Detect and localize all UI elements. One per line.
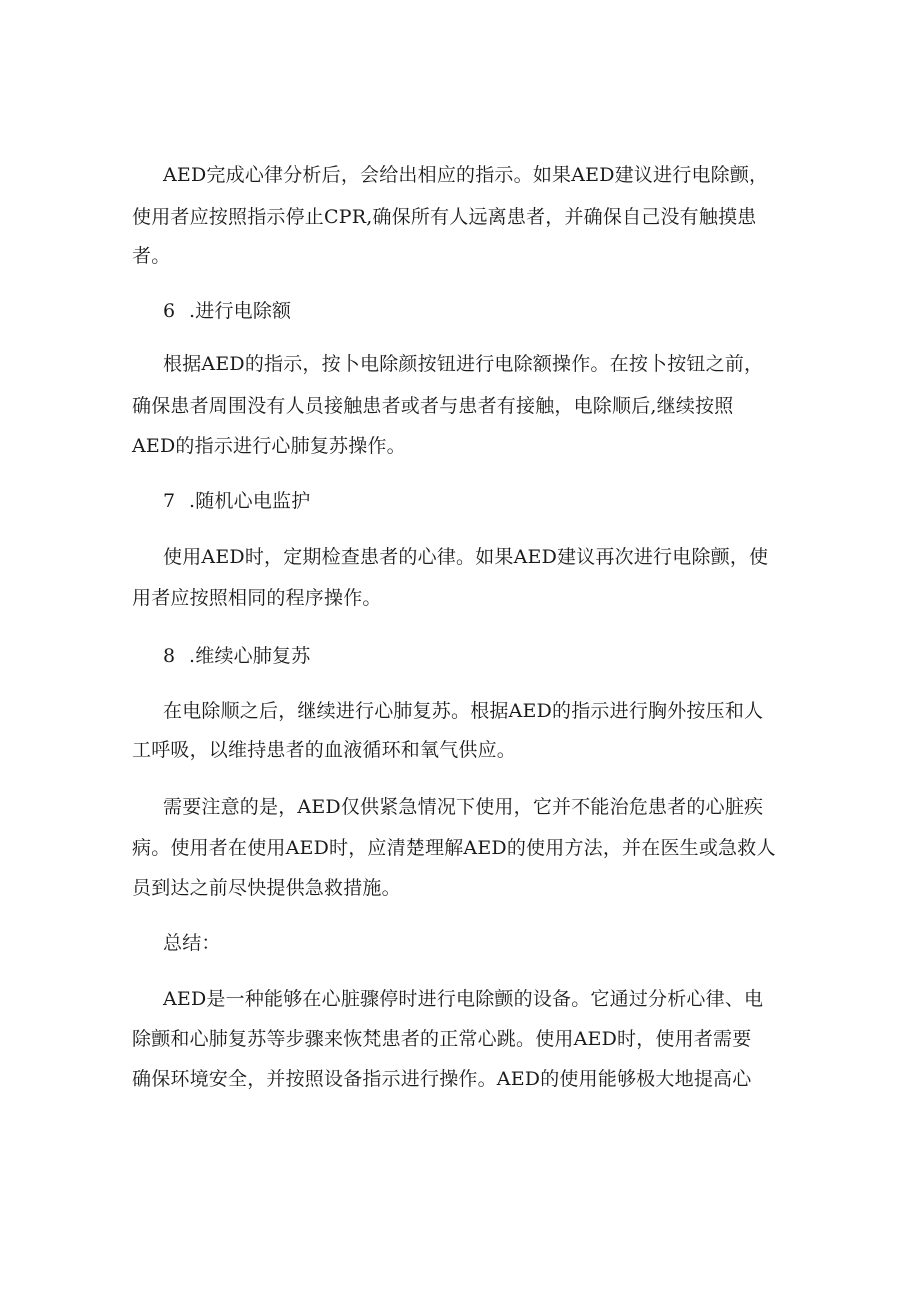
paragraph-line: 工呼吸，以维持患者的血液循环和氧气供应。 [132,739,517,761]
paragraph-line: AED完成心律分析后，会给出相应的指示。如果AED建议进行电除颤， [163,164,769,186]
paragraph-line: 在电除顺之后，继续进行心肺复苏。根据AED的指示进行胸外按压和人 [163,700,764,722]
section-title: .进行电除额 [189,300,292,322]
section-number: 8 [163,645,176,667]
paragraph-line: 需要注意的是，AED仅供紧急情况下使用，它并不能治危患者的心脏疾 [163,796,764,818]
section-heading [163,489,310,513]
section-number: 7 [163,490,176,512]
section-heading [163,644,310,668]
paragraph-line: 病。使用者在使用AED时，应清楚理解AED的使用方法，并在医生或急救人 [132,837,776,859]
paragraph-line: 者。 [132,245,171,267]
paragraph-line: 确保环境安全，并按照设备指示进行操作。AED的使用能够极大地提高心 [132,1068,752,1090]
paragraph-line: 确保患者周围没有人员接触患者或者与患者有接触，电除顺后,继续按照 [132,395,734,417]
section-heading [163,299,291,323]
paragraph-line: 用者应按照相同的程序操作。 [132,587,382,609]
section-title: .维续心肺复苏 [189,645,311,667]
paragraph-line: AED的指示进行心肺复苏操作。 [132,435,406,457]
paragraph-line: 根据AED的指示，按卜电除颜按钮进行电除额操作。在按卜按钮之前， [163,353,764,375]
section-number: 6 [163,300,176,322]
paragraph-line: 使用AED时，定期检查患者的心律。如果AED建议再次进行电除颤，使 [163,546,769,568]
summary-label: 总结： [163,932,221,954]
paragraph-line: 除颤和心肺复苏等步骤来恢梵患者的正常心跳。使用AED时，使用者需要 [132,1028,752,1050]
paragraph-line: 员到达之前尽快提供急救措施。 [132,877,401,899]
paragraph-line: 使用者应按照指示停止CPR,确保所有人远离患者，并确保自己没有触摸患 [132,206,757,228]
paragraph-line: AED是一种能够在心脏骤停时进行电除颤的设备。它通过分析心律、电 [163,988,764,1010]
section-title: .随机心电监护 [189,490,311,512]
